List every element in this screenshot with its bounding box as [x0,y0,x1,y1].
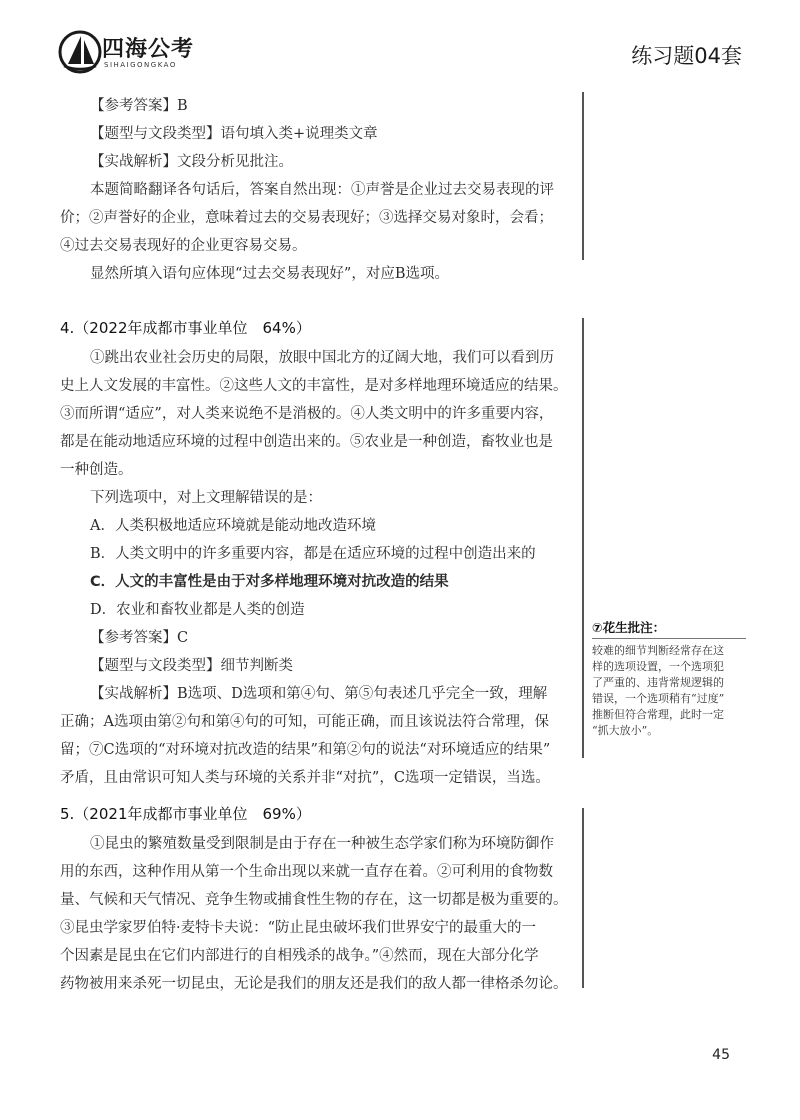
q3-answer-section [60,92,580,288]
margin-rule [582,92,584,260]
sailboat-logo-icon [58,30,102,74]
passage-line: 量、气候和天气情况、竞争生物或捕食性生物的存在，这一切都是极为重要的。 [60,892,568,908]
annotation-line: 错误，一个选项稍有“过度” [592,692,725,705]
passage-line: 都是在能动地适应环境的过程中创造出来的。⑤农业是一种创造，畜牧业也是 [60,434,553,450]
annotation-line: 推断但符合常理，此时一定 [592,708,724,721]
analysis-line: 【实战解析】B选项、D选项和第④句、第⑤句表述几乎完全一致，理解 [90,686,548,702]
analysis-label: 【实战解析】文段分析见批注。 [90,154,293,170]
analysis-line: 本题简略翻译各句话后，答案自然出现：①声誉是企业过去交易表现的评 [90,182,554,198]
analysis-line: ④过去交易表现好的企业更容易交易。 [60,238,307,254]
set-title: 练习题04套 [631,44,742,68]
question-heading: 4.（2022年成都市事业单位 64%） [60,319,311,337]
annotation-divider [592,638,746,639]
answer-label: 【参考答案】C [90,630,189,646]
page-number: 45 [712,1047,730,1063]
option-d: D．农业和畜牧业都是人类的创造 [90,602,305,618]
annotation-line: “抓大放小”。 [592,724,659,737]
passage-line: ③昆虫学家罗伯特·麦特卡夫说：“防止昆虫破坏我们世界安宁的最重大的一 [60,920,537,936]
annotation-line: 较难的细节判断经常存在这 [592,644,724,657]
margin-rule [582,318,584,758]
question-5 [60,800,580,828]
logo [58,28,208,80]
annotation-line: 了严重的、违背常规逻辑的 [592,676,724,689]
question-stem: 下列选项中，对上文理解错误的是： [90,490,322,506]
type-label: 【题型与文段类型】细节判断类 [90,658,293,674]
option-a: A．人类积极地适应环境就是能动地改造环境 [90,518,376,534]
annotation-line: 样的选项设置，一个选项犯 [592,660,724,673]
answer-label: 【参考答案】B [90,98,188,114]
passage-line: ①跳出农业社会历史的局限，放眼中国北方的辽阔大地，我们可以看到历 [90,350,554,366]
logo-text: 四海公考 [102,37,195,62]
passage-line: ①昆虫的繁殖数量受到限制是由于存在一种被生态学家们称为环境防御作 [90,836,554,852]
option-c: C．人文的丰富性是由于对多样地理环境对抗改造的结果 [90,574,449,590]
option-b: B．人类文明中的许多重要内容，都是在适应环境的过程中创造出来的 [90,546,536,562]
passage-line: 药物被用来杀死一切昆虫，无论是我们的朋友还是我们的敌人都一律格杀勿论。 [60,976,568,992]
margin-annotation [592,618,752,739]
question-4 [60,314,580,342]
margin-rule [582,808,584,988]
passage-line: ③而所谓“适应”，对人类来说绝不是消极的。④人类文明中的许多重要内容， [60,406,554,422]
passage-line: 个因素是昆虫在它们内部进行的自相残杀的战争。”④然而，现在大部分化学 [60,948,539,964]
annotation-title: ⑦花生批注： [592,620,666,635]
analysis-line: 留；⑦C选项的“对环境对抗改造的结果”和第②句的说法“对环境适应的结果” [60,742,551,758]
passage-line: 一种创造。 [60,462,133,478]
passage-line: 史上人文发展的丰富性。②这些人文的丰富性，是对多样地理环境适应的结果。 [60,378,568,394]
analysis-conclusion: 显然所填入语句应体现“过去交易表现好”，对应B选项。 [90,266,449,282]
analysis-line: 矛盾，且由常识可知人类与环境的关系并非“对抗”，C选项一定错误，当选。 [60,770,550,786]
question-heading: 5.（2021年成都市事业单位 69%） [60,805,311,823]
question-4-passage [60,344,580,792]
analysis-line: 价；②声誉好的企业，意味着过去的交易表现好；③选择交易对象时，会看； [60,210,553,226]
type-label: 【题型与文段类型】语句填入类+说理类文章 [90,126,378,142]
logo-subtext: SIHAIGONGKAO [104,61,177,69]
passage-line: 用的东西，这种作用从第一个生命出现以来就一直存在着。②可利用的食物数 [60,864,553,880]
question-5-passage [60,830,580,998]
analysis-line: 正确；A选项由第②句和第④句的可知，可能正确，而且该说法符合常理，保 [60,714,549,730]
